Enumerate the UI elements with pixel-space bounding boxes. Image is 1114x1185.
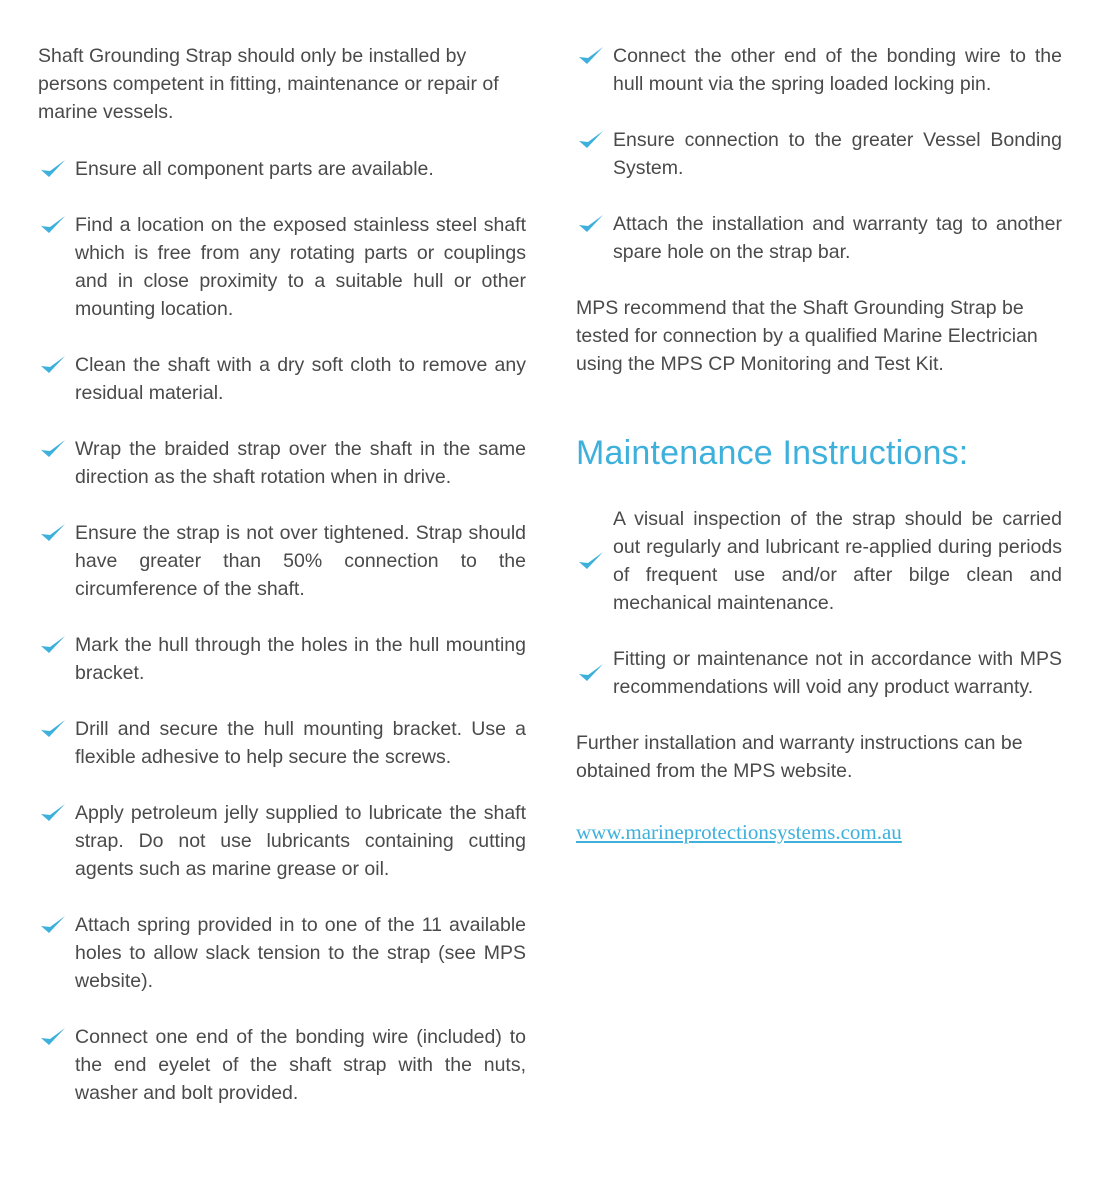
checkmark-icon (578, 45, 604, 67)
list-item-text: Clean the shaft with a dry soft cloth to remove any residual material. (75, 354, 526, 404)
list-item-text: Fitting or maintenance not in accordance with MPS recommendations will void any product warranty. (613, 648, 1062, 698)
maintenance-heading: Maintenance Instructions: (576, 434, 969, 472)
list-item-text: Drill and secure the hull mounting bracket. Use a flexible adhesive to help secure the screws. (75, 718, 526, 768)
list-item-text: Find a location on the exposed stainless steel shaft which is free from any rotating parts or couplings and in close proximity to a suitable hull or other mounting location. (75, 214, 526, 320)
checkmark-icon (40, 914, 66, 936)
list-item (38, 799, 526, 883)
list-item-text: Ensure connection to the greater Vessel Bonding System. (613, 129, 1062, 179)
checkmark-icon (40, 438, 66, 460)
list-item (38, 1023, 526, 1107)
list-item (576, 210, 1062, 266)
checkmark-icon (578, 550, 604, 572)
list-item (38, 519, 526, 603)
list-item (38, 715, 526, 771)
list-item-text: Ensure the strap is not over tightened. Strap should have greater than 50% connection to the circumference of the shaft. (75, 522, 526, 600)
checkmark-icon (40, 1026, 66, 1048)
list-item (576, 645, 1062, 701)
list-item-text: Attach spring provided in to one of the 11 available holes to allow slack tension to the strap (see MPS website). (75, 914, 526, 992)
list-item (38, 631, 526, 687)
list-item-text: Attach the installation and warranty tag to another spare hole on the strap bar. (613, 213, 1062, 263)
list-item-text: Apply petroleum jelly supplied to lubricate the shaft strap. Do not use lubricants containing cutting agents such as marine grease or oil. (75, 802, 526, 880)
list-item (38, 351, 526, 407)
list-item-text: Wrap the braided strap over the shaft in the same direction as the shaft rotation when in drive. (75, 438, 526, 488)
list-item (38, 435, 526, 491)
list-item-text: Ensure all component parts are available. (75, 158, 434, 180)
checkmark-icon (40, 214, 66, 236)
intro-text: Shaft Grounding Strap should only be installed by persons competent in fitting, maintenance or repair of marine vessels. (38, 45, 499, 123)
further-info-text: Further installation and warranty instructions can be obtained from the MPS website. (576, 732, 1023, 782)
list-item (38, 911, 526, 995)
checkmark-icon (40, 718, 66, 740)
list-item-text: Mark the hull through the holes in the hull mounting bracket. (75, 634, 526, 684)
list-item-text: Connect the other end of the bonding wire to the hull mount via the spring loaded locking pin. (613, 45, 1062, 95)
checkmark-icon (40, 634, 66, 656)
checkmark-icon (578, 129, 604, 151)
list-item-text: Connect one end of the bonding wire (included) to the end eyelet of the shaft strap with the nuts, washer and bolt provided. (75, 1026, 526, 1104)
list-item (576, 505, 1062, 617)
list-item (38, 155, 526, 183)
list-item (576, 126, 1062, 182)
checkmark-icon (40, 354, 66, 376)
checkmark-icon (578, 213, 604, 235)
list-item (38, 211, 526, 323)
list-item-text: A visual inspection of the strap should be carried out regularly and lubricant re-applied during periods of frequent use and/or after bilge clean and mechanical maintenance. (613, 508, 1062, 614)
website-link[interactable]: www.marineprotectionsystems.com.au (576, 820, 902, 844)
checkmark-icon (578, 662, 604, 684)
recommendation-text: MPS recommend that the Shaft Grounding Strap be tested for connection by a qualified Marine Electrician using the MPS CP Monitoring and Test Kit. (576, 297, 1038, 375)
left-column (38, 42, 526, 1135)
checkmark-icon (40, 158, 66, 180)
right-column (576, 42, 1062, 847)
checkmark-icon (40, 522, 66, 544)
checkmark-icon (40, 802, 66, 824)
list-item (576, 42, 1062, 98)
